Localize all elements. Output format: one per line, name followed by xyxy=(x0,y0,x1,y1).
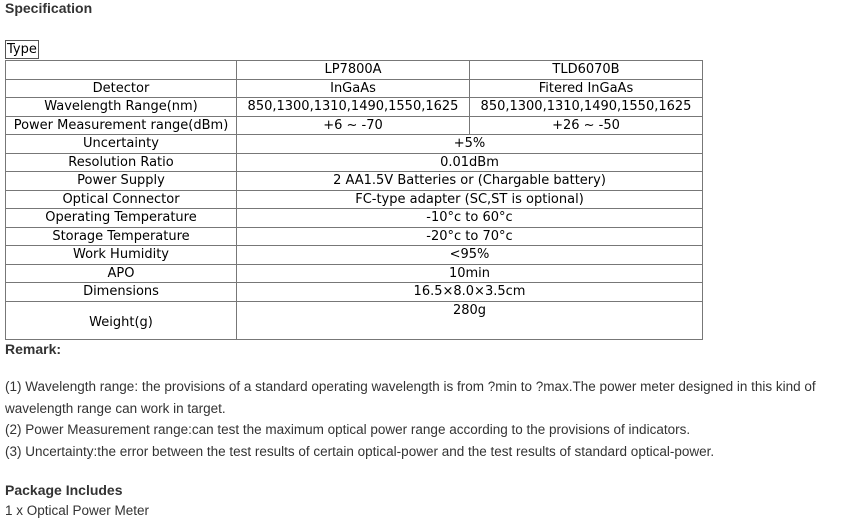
row-label: Wavelength Range(nm) xyxy=(6,98,237,117)
row-label: Storage Temperature xyxy=(6,227,237,246)
cell-value: -10°c to 60°c xyxy=(237,209,703,228)
cell-value: +6 ~ -70 xyxy=(237,116,470,135)
cell-value: FC-type adapter (SC,ST is optional) xyxy=(237,190,703,209)
row-label: Resolution Ratio xyxy=(6,153,237,172)
remark-paragraph: (2) Power Measurement range:can test the maximum optical power range according to the provisions of indicators. xyxy=(5,422,691,437)
cell-value: 850,1300,1310,1490,1550,1625 xyxy=(237,98,470,117)
table-corner-cell xyxy=(6,61,237,80)
package-item: 1 x Optical Power Meter xyxy=(5,503,150,518)
table-row xyxy=(6,246,703,265)
cell-value: 16.5×8.0×3.5cm xyxy=(237,283,703,302)
table-row xyxy=(6,79,703,98)
row-label: Detector xyxy=(6,79,237,98)
table-row xyxy=(6,116,703,135)
cell-value: 0.01dBm xyxy=(237,153,703,172)
specification-table xyxy=(5,60,703,340)
cell-value: InGaAs xyxy=(237,79,470,98)
cell-value: <95% xyxy=(237,246,703,265)
model-header: LP7800A xyxy=(237,61,470,80)
table-row xyxy=(6,153,703,172)
table-row xyxy=(6,98,703,117)
cell-value: +5% xyxy=(237,135,703,154)
model-header: TLD6070B xyxy=(470,61,703,80)
cell-value: 850,1300,1310,1490,1550,1625 xyxy=(470,98,703,117)
cell-value: 280g xyxy=(237,301,703,339)
row-label: Power Supply xyxy=(6,172,237,191)
row-label: Uncertainty xyxy=(6,135,237,154)
table-row xyxy=(6,135,703,154)
row-label: Dimensions xyxy=(6,283,237,302)
specification-heading: Specification xyxy=(5,0,93,16)
cell-value: 2 AA1.5V Batteries or (Chargable battery) xyxy=(237,172,703,191)
remark-heading: Remark: xyxy=(5,341,62,357)
row-label: Work Humidity xyxy=(6,246,237,265)
row-label: APO xyxy=(6,264,237,283)
package-heading: Package Includes xyxy=(5,482,123,498)
row-label: Weight(g) xyxy=(6,301,237,339)
table-row xyxy=(6,227,703,246)
remark-paragraph: (1) Wavelength range: the provisions of a standard operating wavelength is from ?min to ?max.The power meter designed in this kind of wavelength range can work in target. xyxy=(5,379,816,416)
table-row xyxy=(6,172,703,191)
type-label: Type xyxy=(7,42,37,57)
table-row xyxy=(6,209,703,228)
table-row xyxy=(6,301,703,339)
table-row xyxy=(6,264,703,283)
table-row xyxy=(6,283,703,302)
cell-value: 10min xyxy=(237,264,703,283)
cell-value: Fitered InGaAs xyxy=(470,79,703,98)
row-label: Optical Connector xyxy=(6,190,237,209)
cell-value: +26 ~ -50 xyxy=(470,116,703,135)
table-header-row xyxy=(6,61,703,80)
row-label: Operating Temperature xyxy=(6,209,237,228)
cell-value: -20°c to 70°c xyxy=(237,227,703,246)
row-label: Power Measurement range(dBm) xyxy=(6,116,237,135)
table-row xyxy=(6,190,703,209)
remark-paragraph: (3) Uncertainty:the error between the test results of certain optical-power and the test results of standard optical-power. xyxy=(5,444,715,459)
